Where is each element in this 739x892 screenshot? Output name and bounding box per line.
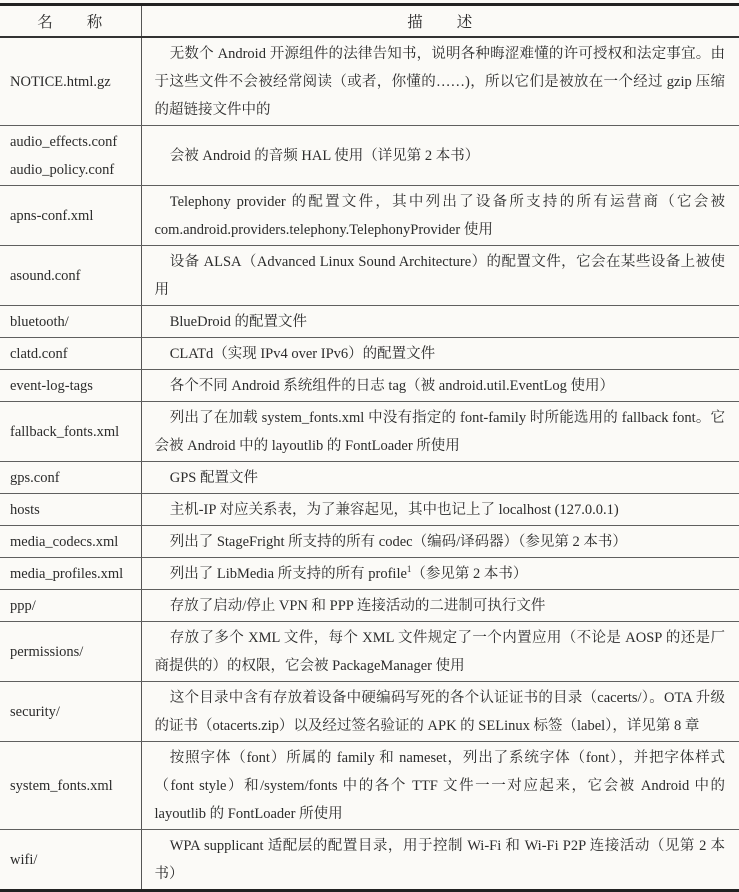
table-row — [0, 186, 739, 246]
footnote-marker: 1 — [406, 564, 412, 575]
description-cell — [141, 830, 739, 891]
description-text: 存放了多个 XML 文件，每个 XML 文件规定了一个内置应用（不论是 AOSP 的还是厂商提供的）的权限，它会被 PackageManager 使用 — [154, 630, 725, 674]
file-name: security/ — [10, 704, 60, 720]
description-text: 主机-IP 对应关系表，为了兼容起见，其中也记上了 localhost (127.0.0.1) — [169, 502, 619, 518]
file-name: ppp/ — [10, 598, 36, 614]
file-name: NOTICE.html.gz — [10, 74, 111, 90]
description-text: WPA supplicant 适配层的配置目录，用于控制 Wi-Fi 和 Wi-Fi P2P 连接活动（见第 2 本书） — [154, 838, 725, 882]
table-row — [0, 494, 739, 526]
description-paragraph — [155, 528, 726, 556]
description-paragraph — [155, 624, 726, 680]
name-cell — [0, 338, 141, 370]
file-name: fallback_fonts.xml — [10, 424, 120, 440]
table-row — [0, 462, 739, 494]
description-cell — [141, 526, 739, 558]
description-text: 存放了启动/停止 VPN 和 PPP 连接活动的二进制可执行文件 — [169, 598, 546, 614]
table-row — [0, 558, 739, 590]
file-name: audio_policy.conf — [10, 162, 115, 178]
table-row — [0, 338, 739, 370]
description-text: 列出了 StageFright 所支持的所有 codec（编码/译码器）（参见第 2 本书） — [169, 534, 627, 550]
description-text: 设备 ALSA（Advanced Linux Sound Architecture）的配置文件，它会在某些设备上被使用 — [154, 254, 725, 298]
column-header-name: 名 称 — [0, 5, 141, 38]
description-text: 无数个 Android 开源组件的法律告知书，说明各种晦涩难懂的许可授权和法定事宜。由于这些文件不会被经常阅读（或者，你懂的……)，所以它们是被放在一个经过 gzip 压缩的超链接文件中的 — [154, 46, 725, 118]
description-paragraph — [155, 592, 726, 620]
description-paragraph — [155, 372, 726, 400]
file-name: asound.conf — [10, 268, 81, 284]
table-row — [0, 622, 739, 682]
table-row — [0, 402, 739, 462]
file-description-table — [0, 3, 739, 892]
file-name: event-log-tags — [10, 378, 93, 394]
name-cell — [0, 370, 141, 402]
description-text: GPS 配置文件 — [169, 470, 258, 486]
file-name: permissions/ — [10, 644, 84, 660]
description-text: 各个不同 Android 系统组件的日志 tag（被 android.util.EventLog 使用） — [169, 378, 614, 394]
description-paragraph — [155, 308, 726, 336]
name-cell — [0, 830, 141, 891]
name-cell — [0, 622, 141, 682]
name-cell — [0, 306, 141, 338]
table-header — [0, 5, 739, 38]
file-name: audio_effects.conf — [10, 134, 118, 150]
name-cell — [0, 590, 141, 622]
name-cell — [0, 37, 141, 126]
file-name: media_codecs.xml — [10, 534, 119, 550]
table-row — [0, 37, 739, 126]
description-text: 列出了 LibMedia 所支持的所有 profile — [169, 566, 407, 582]
description-paragraph — [155, 188, 726, 244]
table-row — [0, 126, 739, 186]
description-cell — [141, 402, 739, 462]
file-name: clatd.conf — [10, 346, 68, 362]
description-text: 会被 Android 的音频 HAL 使用（详见第 2 本书） — [169, 148, 480, 164]
name-cell — [0, 462, 141, 494]
description-paragraph — [155, 744, 726, 828]
description-text: 按照字体（font）所属的 family 和 nameset，列出了系统字体（font），并把字体样式（font style）和/system/fonts 中的各个 TTF 文件一一对应起来，它会被 Android 中的 layoutlib 的 FontLoader 所使用 — [154, 750, 725, 822]
description-cell — [141, 622, 739, 682]
description-text: Telephony provider 的配置文件，其中列出了设备所支持的所有运营商（它会被 com.android.providers.telephony.TelephonyProvider 使用 — [154, 194, 725, 238]
description-cell — [141, 338, 739, 370]
file-name: system_fonts.xml — [10, 778, 113, 794]
name-cell — [0, 186, 141, 246]
description-text: （参见第 2 本书） — [411, 566, 528, 582]
description-cell — [141, 126, 739, 186]
name-cell — [0, 246, 141, 306]
description-paragraph — [155, 40, 726, 124]
description-paragraph — [155, 248, 726, 304]
description-cell — [141, 370, 739, 402]
table-row — [0, 830, 739, 891]
description-paragraph — [155, 684, 726, 740]
table-row — [0, 526, 739, 558]
name-cell — [0, 402, 141, 462]
description-cell — [141, 246, 739, 306]
table-row — [0, 742, 739, 830]
description-paragraph — [155, 340, 726, 368]
description-paragraph — [155, 464, 726, 492]
description-text: 列出了在加载 system_fonts.xml 中没有指定的 font-family 时所能选用的 fallback font。它会被 Android 中的 layoutlib 的 FontLoader 所使用 — [154, 410, 725, 454]
name-cell — [0, 494, 141, 526]
name-cell — [0, 682, 141, 742]
description-paragraph — [155, 142, 726, 170]
description-cell — [141, 306, 739, 338]
table-row — [0, 682, 739, 742]
description-text: CLATd（实现 IPv4 over IPv6）的配置文件 — [169, 346, 436, 362]
table-row — [0, 246, 739, 306]
table-row — [0, 306, 739, 338]
description-paragraph — [155, 404, 726, 460]
file-name: bluetooth/ — [10, 314, 69, 330]
table-row — [0, 370, 739, 402]
file-name: apns-conf.xml — [10, 208, 94, 224]
table-row — [0, 590, 739, 622]
description-cell — [141, 682, 739, 742]
header-row — [0, 5, 739, 38]
name-cell — [0, 526, 141, 558]
file-name: media_profiles.xml — [10, 566, 124, 582]
description-paragraph — [155, 832, 726, 888]
column-header-description: 描 述 — [141, 5, 739, 38]
description-cell — [141, 742, 739, 830]
name-cell — [0, 558, 141, 590]
description-paragraph — [155, 560, 726, 588]
file-name: hosts — [10, 502, 40, 518]
table-body — [0, 37, 739, 891]
description-cell — [141, 37, 739, 126]
description-cell — [141, 462, 739, 494]
description-paragraph — [155, 496, 726, 524]
description-cell — [141, 558, 739, 590]
name-cell — [0, 742, 141, 830]
name-cell — [0, 126, 141, 186]
file-name: wifi/ — [10, 852, 38, 868]
description-cell — [141, 186, 739, 246]
description-cell — [141, 494, 739, 526]
description-text: 这个目录中含有存放着设备中硬编码写死的各个认证证书的目录（cacerts/）。OTA 升级的证书（otacerts.zip）以及经过签名验证的 APK 的 SELinux 标签（label），详见第 8 章 — [154, 690, 725, 734]
file-name: gps.conf — [10, 470, 60, 486]
description-cell — [141, 590, 739, 622]
description-text: BlueDroid 的配置文件 — [169, 314, 308, 330]
